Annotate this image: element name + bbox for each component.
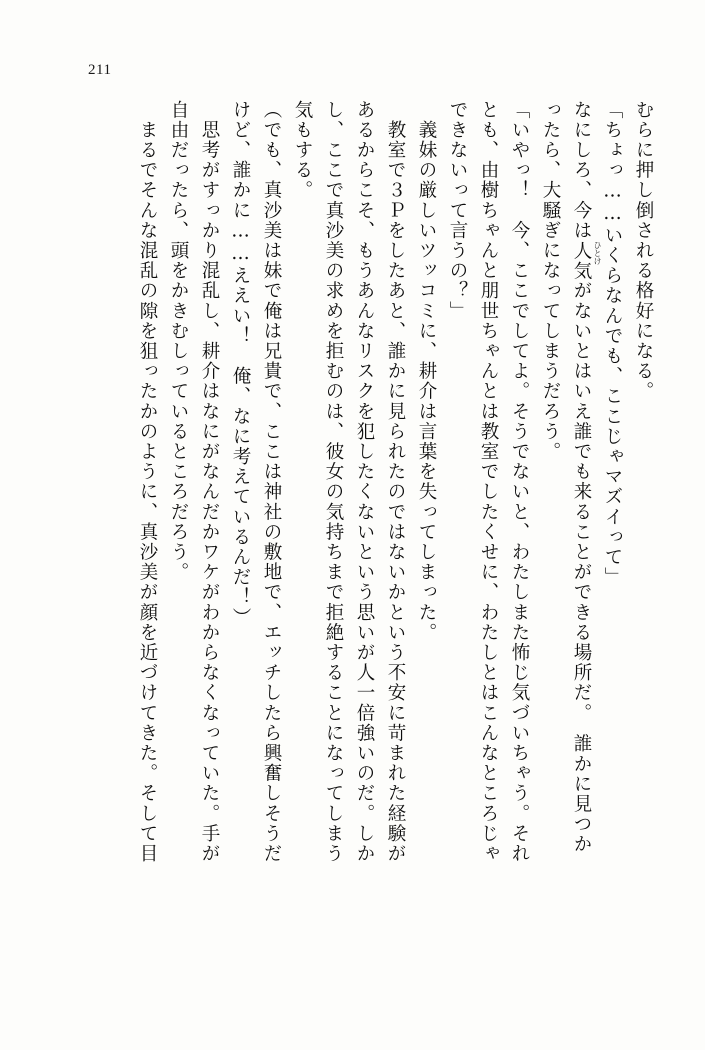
text-line: 「ちょっ……いくらなんでも、ここじゃマズイって」: [602, 100, 623, 588]
vertical-text-body: [52, 100, 652, 980]
text-line: まるでそんな混乱の隙を狙ったかのように、真沙美が顔を近づけてきた。そして目: [137, 100, 158, 864]
text-line: とも、由樹ちゃんと朋世ちゃんとは教室でしたくせに、わたしとはこんなところじゃ: [478, 100, 499, 864]
page-number: 211: [88, 62, 112, 78]
text-line: なにしろ、今は人気 ひとけ がないとはいえ誰でも来ることができる場所だ。 誰かに見つか: [571, 100, 602, 855]
ruby-furigana: ひとけ: [593, 240, 602, 265]
text-line: ったら、大騒ぎになってしまうだろう。: [540, 100, 561, 462]
text-line: 「いやっ！ 今、ここでしてよ。そうでないと、わたしまた怖じ気づいちゃう。それ: [509, 100, 530, 864]
text-line: （でも、真沙美は妹で俺は兄貴で、ここは神社の敷地で、エッチしたら興奮しそうだ: [261, 100, 282, 864]
text-line: あるからこそ、もうあんなリスクを犯したくないという思いが人一倍強いのだ。しか: [354, 100, 375, 864]
text-line: 義妹の厳しいツッコミに、耕介は言葉を失ってしまった。: [416, 100, 437, 643]
text-line: できないって言うの？」: [447, 100, 468, 322]
ruby-base: 人気 ひとけ: [571, 240, 602, 281]
text-line: 自由だったら、頭をかきむしっているところだろう。: [168, 100, 189, 583]
text-line: 気もする。: [292, 100, 313, 201]
text-line: 教室で３Ｐをしたあと、誰かに見られたのではないかという不安に苛まれた経験が: [385, 100, 406, 864]
text-line: むらに押し倒される格好になる。: [633, 100, 654, 402]
text-line: けど、誰かに……ええい！ 俺、なに考えているんだ！）: [230, 100, 251, 628]
text-line: 思考がすっかり混乱し、耕介はなにがなんだかワケがわからなくなっていた。手が: [199, 100, 220, 864]
text-line: し、ここで真沙美の求めを拒むのは、彼女の気持ちまで拒絶することになってしまう: [323, 100, 344, 864]
